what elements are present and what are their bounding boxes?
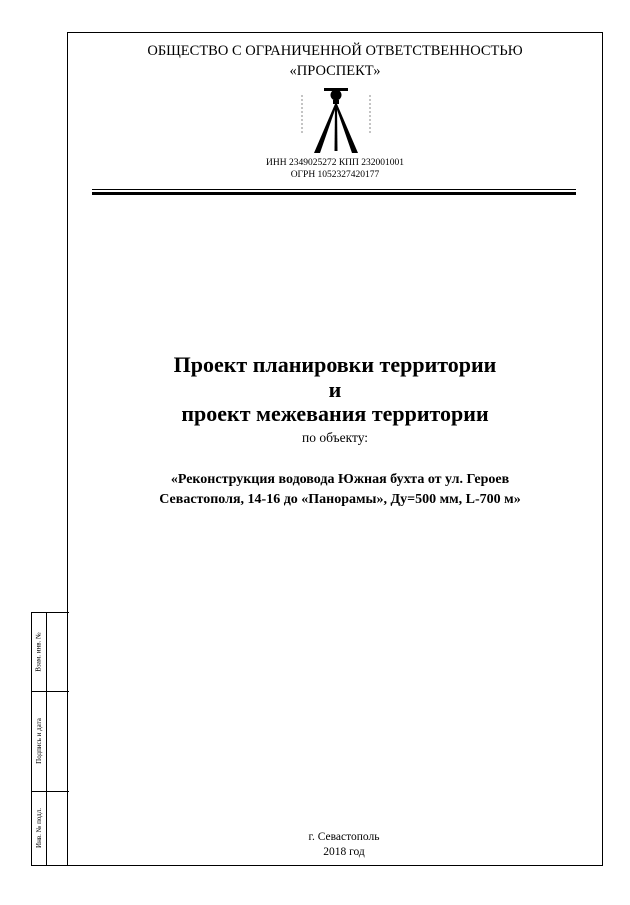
object-description [120, 470, 560, 510]
side-stamp [31, 612, 69, 866]
title-line-1: Проект планировки территории [173, 352, 497, 377]
footer-city: г. Севастополь [308, 831, 380, 843]
object-line-2: Севастополя, 14-16 до «Панорамы», Ду=500 мм, L-700 м» [159, 492, 521, 507]
stamp-cell-signature-date [32, 691, 46, 791]
header-divider-thin [92, 189, 576, 190]
organization-line-1: ОБЩЕСТВО С ОГРАНИЧЕННОЙ ОТВЕТСТВЕННОСТЬЮ [147, 43, 523, 59]
inn-kpp-line: ИНН 2349025272 КПП 232001001 [265, 158, 404, 168]
organization-name [67, 41, 603, 81]
stamp-label-signature-date: Подпись и дата [35, 718, 44, 764]
title-subtitle: по объекту: [301, 430, 369, 445]
stamp-cell-replacement-inv [32, 613, 46, 691]
footer [67, 830, 603, 860]
header-divider-thick [92, 192, 576, 195]
stamp-cell-original-inv [32, 791, 46, 865]
footer-year: 2018 год [323, 846, 365, 858]
title-line-2: и [328, 377, 342, 402]
object-line-1: «Реконструкция водовода Южная бухта от ул. Героев [170, 472, 510, 487]
organization-line-2: «ПРОСПЕКТ» [289, 63, 381, 79]
title-line-3: проект межевания территории [181, 401, 489, 426]
stamp-label-original-inv: Инв. № подл. [35, 808, 44, 848]
stamp-label-replacement-inv: Взам. инв. № [35, 632, 44, 672]
stamp-column-divider [46, 613, 47, 865]
ogrn-line: ОГРН 1052327420177 [290, 170, 380, 180]
registration-details [67, 157, 603, 181]
surveyor-tripod-logo-icon [300, 83, 372, 155]
